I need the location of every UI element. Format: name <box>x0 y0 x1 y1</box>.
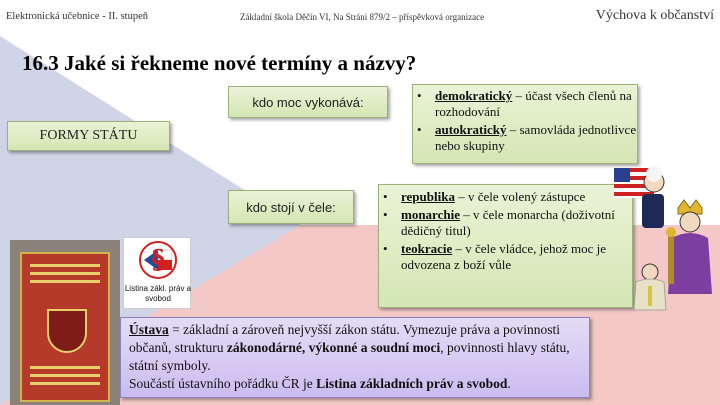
term-definition: – účast všech členů na rozhodování <box>435 88 632 119</box>
textbook-name: Elektronická učebnice - II. stupeň <box>6 11 148 22</box>
bullet-icon: • <box>383 241 388 256</box>
power-label: kdo moc vykonává: <box>252 94 364 110</box>
head-items-box <box>378 184 633 308</box>
term-definition: – v čele volený zástupce <box>454 189 586 204</box>
term-autocratic: autokratický <box>435 122 507 137</box>
bullet-icon: • <box>383 207 388 222</box>
king-figure-image <box>662 198 718 298</box>
list-item <box>413 88 637 120</box>
section-sign-icon <box>124 238 192 284</box>
logo-caption: Listina zákl. práv a svobod <box>124 284 192 303</box>
list-item <box>379 241 632 273</box>
head-items-list <box>379 189 632 273</box>
bullet-icon: • <box>417 88 422 103</box>
power-items-list <box>413 88 637 154</box>
head-label-box <box>228 190 354 224</box>
term-monarchy: monarchie <box>401 207 460 222</box>
term-theocracy: teokracie <box>401 241 453 256</box>
constitution-part: , povinnosti hlavy státu, státní symboly. <box>129 340 570 373</box>
bullet-icon: • <box>417 122 422 137</box>
forms-of-state-label: FORMY STÁTU <box>39 128 138 143</box>
subject-name: Výchova k občanství <box>595 8 714 23</box>
svg-text:§: § <box>151 245 165 275</box>
us-flag-figure-image <box>614 160 666 230</box>
term-definition: – v čele monarcha (doživotní dědičný titul) <box>401 207 615 238</box>
header-bar <box>0 0 720 36</box>
list-item <box>413 122 637 154</box>
constitution-part: = základní a zároveň nejvyšší zákon státu. Vymezuje práva a povinnosti občanů, strukturu <box>129 322 560 355</box>
priest-figure-image <box>630 262 670 312</box>
school-name: Základní škola Děčín VI, Na Stráni 879/2 – příspěvková organizace <box>240 12 485 22</box>
constitution-bold: zákonodárné, výkonné a soudní moci <box>226 340 441 355</box>
head-label: kdo stojí v čele: <box>246 199 336 215</box>
term-constitution: Ústava <box>129 322 169 337</box>
constitution-part: Součástí ústavního pořádku ČR je <box>129 376 317 391</box>
list-item <box>379 189 632 205</box>
term-definition: – v čele vládce, jehož moc je odvozena z boží vůle <box>401 241 607 272</box>
charter-logo <box>123 237 191 309</box>
constitution-part: . <box>507 376 511 391</box>
bullet-icon: • <box>383 189 388 204</box>
constitution-box <box>120 317 590 398</box>
constitution-text <box>129 321 581 393</box>
forms-of-state-box <box>7 121 170 151</box>
power-items-box <box>412 84 638 164</box>
term-republic: republika <box>401 189 455 204</box>
coat-of-arms-icon <box>47 309 87 353</box>
page-title: 16.3 Jaké si řekneme nové termíny a názvy? <box>22 51 417 75</box>
term-definition: – samovláda jednotlivce nebo skupiny <box>435 122 637 153</box>
power-label-box <box>228 86 388 118</box>
term-democratic: demokratický <box>435 88 513 103</box>
list-item <box>379 207 632 239</box>
book-cover <box>20 252 110 402</box>
charter-book-image <box>10 240 120 405</box>
constitution-bold: Listina základních práv a svobod <box>316 376 508 391</box>
